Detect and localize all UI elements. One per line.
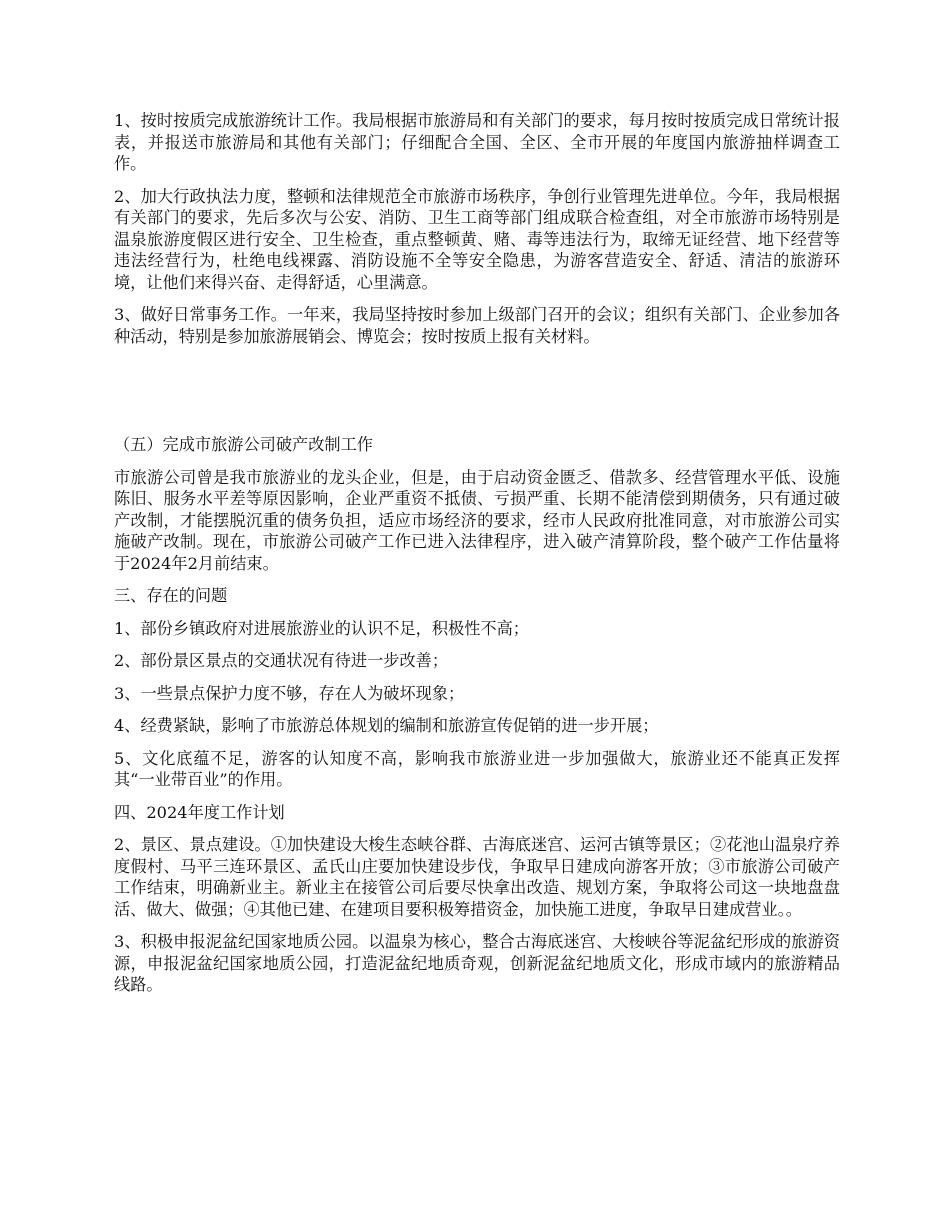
problem-item: 4、经费紧缺，影响了市旅游总体规划的编制和旅游宣传促销的进一步开展； (114, 716, 659, 735)
paragraph-law-enforcement: 2、加大行政执法力度，整顿和法律规范全市旅游市场秩序，争创行业管理先进单位。今年，我局根据有关部门的要求，先后多次与公安、消防、卫生工商等部门组成联合检查组，对全市旅游市场特别是温泉旅游度假区进行安全、卫生检查，重点整顿黄、赌、毒等违法行为，取缔无证经营、地下经营等违法经营行为，杜绝电线裸露、消防设施不全等安全隐患，为游客营造安全、舒适、清洁的旅游环境，让他们来得兴奋、走得舒适，心里满意。 (114, 186, 840, 292)
section5-body: 市旅游公司曾是我市旅游业的龙头企业，但是，由于启动资金匮乏、借款多、经营管理水平低、设施陈旧、服务水平差等原因影响，企业严重资不抵债、亏损严重、长期不能清偿到期债务，只有通过破产改制，才能摆脱沉重的债务负担，适应市场经济的要求，经市人民政府批准同意，对市旅游公司实施破产改制。现在，市旅游公司破产工作已进入法律程序，进入破产清算阶段，整个破产工作估量将于2024年2月前结束。 (114, 467, 840, 573)
plan-item: 2、景区、景点建设。①加快建设大梭生态峡谷群、古海底迷宫、运河古镇等景区；②花池山温泉疗养度假村、马平三连环景区、孟氏山庄要加快建设步伐，争取早日建成向游客开放；③市旅游公司破产工作结束，明确新业主。新业主在接管公司后要尽快拿出改造、规划方案，争取将公司这一块地盘盘活、做大、做强；④其他已建、在建项目要积极筹措资金，加快施工进度，争取早日建成营业。。 (114, 835, 840, 919)
paragraph-daily-affairs: 3、做好日常事务工作。一年来，我局坚持按时参加上级部门召开的会议；组织有关部门、企业参加各种活动，特别是参加旅游展销会、博览会；按时按质上报有关材料。 (114, 305, 840, 346)
problem-item: 5、文化底蕴不足，游客的认知度不高，影响我市旅游业进一步加强做大，旅游业还不能真正发挥其“一业带百业”的作用。 (114, 748, 840, 789)
section5-heading: （五）完成市旅游公司破产改制工作 (114, 435, 373, 454)
plan-heading: 四、2024年度工作计划 (114, 802, 285, 822)
problem-item: 1、部份乡镇政府对进展旅游业的认识不足，积极性不高； (114, 618, 529, 638)
paragraph-stats-work: 1、按时按质完成旅游统计工作。我局根据市旅游局和有关部门的要求，每月按时按质完成日常统计报表，并报送市旅游局和其他有关部门；仔细配合全国、全区、全市开展的年度国内旅游抽样调查工作。 (114, 111, 840, 173)
problem-item: 3、一些景点保护力度不够，存在人为破坏现象； (114, 683, 465, 703)
problem-item: 2、部份景区景点的交通状况有待进一步改善； (114, 651, 449, 670)
problems-heading: 三、存在的问题 (114, 586, 228, 605)
section-gap (114, 358, 840, 434)
document-page (114, 110, 840, 1007)
plan-item: 3、积极申报泥盆纪国家地质公园。以温泉为核心，整合古海底迷宫、大梭峡谷等泥盆纪形成的旅游资源，申报泥盆纪国家地质公园，打造泥盆纪地质奇观，创新泥盆纪地质文化，形成市域内的旅游精品线路。 (114, 932, 840, 994)
